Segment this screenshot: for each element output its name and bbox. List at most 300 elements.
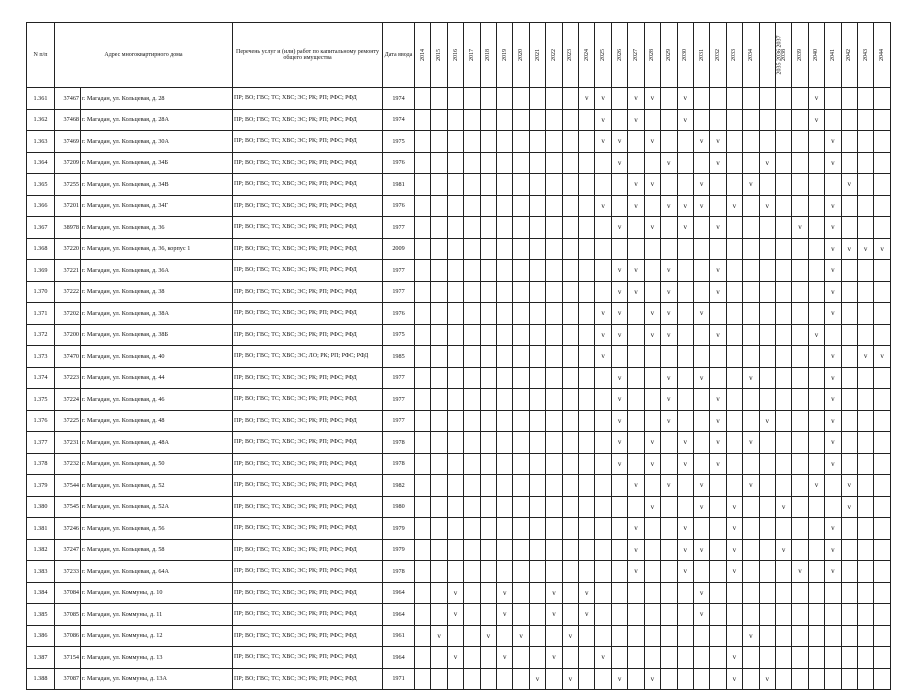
- commission-year: 1979: [383, 539, 415, 561]
- schedule-cell: [693, 518, 709, 540]
- schedule-cell: [546, 561, 562, 583]
- header-year-label: 2032: [715, 49, 722, 61]
- works-list: ПР; ВО; ГВС; ТС; ХВС; ЭС; РК; РП; РФС; РФД: [233, 152, 383, 174]
- schedule-cell: [611, 109, 627, 131]
- schedule-cell: [579, 647, 595, 669]
- schedule-mark: v: [579, 582, 595, 604]
- schedule-cell: [759, 475, 775, 497]
- schedule-cell: [857, 217, 873, 239]
- schedule-cell: [529, 539, 545, 561]
- schedule-mark: v: [693, 131, 709, 153]
- schedule-mark: v: [693, 195, 709, 217]
- schedule-mark: v: [808, 324, 824, 346]
- works-list: ПР; ВО; ГВС; ТС; ХВС; ЭС; ЛО; РК; РП; РФС; РФД: [233, 346, 383, 368]
- header-year-11: [595, 23, 611, 88]
- house-id: 37086: [55, 625, 81, 647]
- schedule-mark: v: [513, 625, 529, 647]
- schedule-cell: [825, 174, 841, 196]
- schedule-cell: [546, 88, 562, 110]
- schedule-mark: v: [644, 668, 660, 690]
- schedule-cell: [513, 346, 529, 368]
- schedule-cell: [529, 260, 545, 282]
- house-address: г. Магадан, ул. Коммуны, д. 10: [81, 582, 233, 604]
- table-row: [27, 453, 891, 475]
- schedule-cell: [775, 453, 791, 475]
- house-address: г. Магадан, ул. Кольцевая, д. 38Б: [81, 324, 233, 346]
- schedule-cell: [415, 217, 431, 239]
- schedule-mark: v: [726, 647, 742, 669]
- schedule-cell: [415, 518, 431, 540]
- schedule-cell: [743, 453, 759, 475]
- works-list: ПР; ВО; ГВС; ТС; ХВС; ЭС; РК; РП; РФС; РФД: [233, 217, 383, 239]
- schedule-cell: [464, 346, 480, 368]
- schedule-cell: [480, 453, 496, 475]
- schedule-cell: [644, 346, 660, 368]
- schedule-cell: [841, 195, 857, 217]
- works-list: ПР; ВО; ГВС; ТС; ХВС; ЭС; РК; РП; РФС; РФД: [233, 647, 383, 669]
- schedule-cell: [415, 346, 431, 368]
- schedule-cell: [726, 453, 742, 475]
- row-number: 1.374: [27, 367, 55, 389]
- schedule-mark: v: [644, 131, 660, 153]
- schedule-cell: [562, 346, 578, 368]
- schedule-mark: v: [611, 668, 627, 690]
- table-row: [27, 174, 891, 196]
- schedule-cell: [579, 367, 595, 389]
- schedule-cell: [775, 625, 791, 647]
- house-id: 37209: [55, 152, 81, 174]
- schedule-cell: [415, 389, 431, 411]
- schedule-cell: [497, 539, 513, 561]
- schedule-cell: [529, 582, 545, 604]
- repair-schedule-table: [26, 22, 891, 690]
- schedule-cell: [431, 109, 447, 131]
- schedule-mark: v: [595, 346, 611, 368]
- schedule-cell: [743, 303, 759, 325]
- schedule-cell: [497, 109, 513, 131]
- schedule-cell: [464, 88, 480, 110]
- schedule-cell: [562, 453, 578, 475]
- row-number: 1.375: [27, 389, 55, 411]
- schedule-cell: [792, 238, 808, 260]
- schedule-cell: [677, 625, 693, 647]
- schedule-cell: [415, 195, 431, 217]
- schedule-cell: [874, 668, 890, 690]
- schedule-cell: [808, 389, 824, 411]
- schedule-cell: [857, 152, 873, 174]
- schedule-mark: v: [677, 88, 693, 110]
- schedule-cell: [775, 195, 791, 217]
- schedule-cell: [611, 346, 627, 368]
- schedule-cell: [497, 260, 513, 282]
- house-address: г. Магадан, ул. Коммуны, д. 12: [81, 625, 233, 647]
- schedule-cell: [661, 453, 677, 475]
- table-row: [27, 410, 891, 432]
- house-id: 37220: [55, 238, 81, 260]
- row-number: 1.369: [27, 260, 55, 282]
- schedule-cell: [644, 109, 660, 131]
- commission-year: 1977: [383, 410, 415, 432]
- schedule-cell: [759, 496, 775, 518]
- row-number: 1.366: [27, 195, 55, 217]
- schedule-cell: [857, 389, 873, 411]
- schedule-cell: [546, 217, 562, 239]
- schedule-cell: [513, 195, 529, 217]
- schedule-mark: v: [611, 389, 627, 411]
- schedule-cell: [595, 281, 611, 303]
- schedule-cell: [743, 410, 759, 432]
- schedule-cell: [579, 453, 595, 475]
- schedule-mark: v: [611, 152, 627, 174]
- schedule-cell: [611, 174, 627, 196]
- house-id: 37470: [55, 346, 81, 368]
- schedule-cell: [825, 475, 841, 497]
- schedule-cell: [513, 238, 529, 260]
- schedule-cell: [759, 539, 775, 561]
- schedule-cell: [874, 217, 890, 239]
- schedule-mark: v: [743, 367, 759, 389]
- header-year-label: 2017: [468, 49, 475, 61]
- schedule-cell: [513, 389, 529, 411]
- schedule-cell: [792, 367, 808, 389]
- schedule-cell: [480, 539, 496, 561]
- schedule-mark: v: [743, 432, 759, 454]
- schedule-cell: [480, 238, 496, 260]
- schedule-cell: [661, 346, 677, 368]
- commission-year: 1978: [383, 432, 415, 454]
- schedule-cell: [759, 109, 775, 131]
- schedule-cell: [529, 346, 545, 368]
- schedule-cell: [611, 496, 627, 518]
- header-address: Адрес многоквартирного дома: [55, 23, 233, 88]
- schedule-cell: [874, 303, 890, 325]
- schedule-cell: [431, 367, 447, 389]
- house-address: г. Магадан, ул. Кольцевая, д. 52: [81, 475, 233, 497]
- schedule-cell: [546, 238, 562, 260]
- header-year-7: [529, 23, 545, 88]
- schedule-cell: [529, 367, 545, 389]
- schedule-cell: [546, 174, 562, 196]
- schedule-cell: [743, 389, 759, 411]
- schedule-cell: [661, 174, 677, 196]
- table-row: [27, 217, 891, 239]
- header-year-label: 2042: [846, 49, 853, 61]
- schedule-cell: [415, 453, 431, 475]
- schedule-cell: [611, 238, 627, 260]
- schedule-cell: [792, 518, 808, 540]
- schedule-cell: [480, 604, 496, 626]
- schedule-cell: [710, 174, 726, 196]
- house-address: г. Магадан, ул. Кольцевая, д. 44: [81, 367, 233, 389]
- schedule-mark: v: [644, 324, 660, 346]
- schedule-cell: [644, 281, 660, 303]
- schedule-cell: [710, 195, 726, 217]
- schedule-cell: [841, 131, 857, 153]
- header-commission-year: Дата ввода: [383, 23, 415, 88]
- house-id: 37467: [55, 88, 81, 110]
- header-year-label: 2040: [813, 49, 820, 61]
- schedule-mark: v: [693, 496, 709, 518]
- schedule-cell: [579, 389, 595, 411]
- schedule-cell: [447, 109, 463, 131]
- schedule-cell: [792, 410, 808, 432]
- schedule-cell: [661, 625, 677, 647]
- schedule-mark: v: [825, 217, 841, 239]
- schedule-mark: v: [693, 367, 709, 389]
- header-year-18: [710, 23, 726, 88]
- schedule-cell: [841, 260, 857, 282]
- table-row: [27, 88, 891, 110]
- schedule-cell: [529, 561, 545, 583]
- schedule-cell: [726, 303, 742, 325]
- schedule-cell: [841, 668, 857, 690]
- table-row: [27, 389, 891, 411]
- schedule-mark: v: [595, 88, 611, 110]
- schedule-mark: v: [825, 539, 841, 561]
- header-year-label: 2022: [550, 49, 557, 61]
- table-row: [27, 582, 891, 604]
- schedule-cell: [792, 496, 808, 518]
- schedule-mark: v: [529, 668, 545, 690]
- schedule-cell: [857, 260, 873, 282]
- schedule-cell: [480, 389, 496, 411]
- row-number: 1.362: [27, 109, 55, 131]
- schedule-cell: [579, 518, 595, 540]
- schedule-cell: [529, 389, 545, 411]
- schedule-cell: [775, 432, 791, 454]
- schedule-cell: [628, 131, 644, 153]
- header-year-17: [693, 23, 709, 88]
- schedule-cell: [644, 647, 660, 669]
- schedule-cell: [857, 303, 873, 325]
- schedule-mark: v: [825, 453, 841, 475]
- schedule-cell: [464, 303, 480, 325]
- schedule-cell: [644, 195, 660, 217]
- schedule-cell: [710, 625, 726, 647]
- schedule-cell: [611, 195, 627, 217]
- schedule-cell: [497, 174, 513, 196]
- table-row: [27, 647, 891, 669]
- schedule-cell: [562, 152, 578, 174]
- schedule-mark: v: [710, 217, 726, 239]
- house-address: г. Магадан, ул. Кольцевая, д. 48: [81, 410, 233, 432]
- header-year-label: 2033: [731, 49, 738, 61]
- schedule-cell: [513, 410, 529, 432]
- schedule-cell: [431, 238, 447, 260]
- schedule-cell: [726, 281, 742, 303]
- header-year-label: 2025: [600, 49, 607, 61]
- schedule-cell: [415, 539, 431, 561]
- row-number: 1.378: [27, 453, 55, 475]
- schedule-cell: [513, 432, 529, 454]
- row-number: 1.386: [27, 625, 55, 647]
- works-list: ПР; ВО; ГВС; ТС; ХВС; ЭС; РК; РП; РФС; РФД: [233, 496, 383, 518]
- schedule-cell: [693, 432, 709, 454]
- schedule-cell: [775, 410, 791, 432]
- house-id: 37544: [55, 475, 81, 497]
- schedule-cell: [546, 539, 562, 561]
- works-list: ПР; ВО; ГВС; ТС; ХВС; ЭС; РК; РП; РФС; РФД: [233, 367, 383, 389]
- schedule-mark: v: [595, 303, 611, 325]
- commission-year: 1974: [383, 109, 415, 131]
- schedule-cell: [579, 475, 595, 497]
- schedule-cell: [529, 238, 545, 260]
- schedule-cell: [775, 561, 791, 583]
- header-year-10: [579, 23, 595, 88]
- schedule-mark: v: [595, 647, 611, 669]
- house-id: 37202: [55, 303, 81, 325]
- schedule-mark: v: [447, 604, 463, 626]
- schedule-cell: [497, 475, 513, 497]
- schedule-cell: [775, 238, 791, 260]
- schedule-cell: [497, 518, 513, 540]
- schedule-cell: [546, 453, 562, 475]
- schedule-cell: [743, 668, 759, 690]
- schedule-mark: v: [693, 539, 709, 561]
- schedule-cell: [415, 303, 431, 325]
- schedule-cell: [529, 475, 545, 497]
- schedule-cell: [726, 410, 742, 432]
- table-row: [27, 346, 891, 368]
- header-year-label: 2015: [436, 49, 443, 61]
- house-id: 37087: [55, 668, 81, 690]
- schedule-cell: [464, 582, 480, 604]
- schedule-cell: [464, 152, 480, 174]
- table-row: [27, 260, 891, 282]
- schedule-cell: [497, 88, 513, 110]
- commission-year: 1971: [383, 668, 415, 690]
- schedule-mark: v: [628, 88, 644, 110]
- schedule-cell: [874, 475, 890, 497]
- schedule-cell: [775, 303, 791, 325]
- schedule-mark: v: [825, 131, 841, 153]
- schedule-cell: [857, 131, 873, 153]
- schedule-cell: [480, 217, 496, 239]
- schedule-cell: [775, 518, 791, 540]
- schedule-cell: [497, 367, 513, 389]
- schedule-cell: [579, 238, 595, 260]
- schedule-cell: [677, 152, 693, 174]
- table-row: [27, 238, 891, 260]
- schedule-cell: [431, 561, 447, 583]
- schedule-cell: [546, 260, 562, 282]
- schedule-cell: [644, 625, 660, 647]
- schedule-cell: [841, 518, 857, 540]
- schedule-cell: [513, 668, 529, 690]
- schedule-cell: [431, 217, 447, 239]
- header-year-label: 2029: [665, 49, 672, 61]
- header-year-26: [841, 23, 857, 88]
- schedule-mark: v: [710, 324, 726, 346]
- schedule-cell: [611, 561, 627, 583]
- schedule-cell: [611, 604, 627, 626]
- table-row: [27, 109, 891, 131]
- schedule-cell: [415, 238, 431, 260]
- schedule-cell: [497, 303, 513, 325]
- schedule-cell: [415, 152, 431, 174]
- schedule-cell: [775, 174, 791, 196]
- house-address: г. Магадан, ул. Кольцевая, д. 30А: [81, 131, 233, 153]
- schedule-cell: [792, 668, 808, 690]
- schedule-cell: [808, 453, 824, 475]
- schedule-cell: [644, 410, 660, 432]
- schedule-cell: [579, 324, 595, 346]
- schedule-cell: [792, 475, 808, 497]
- schedule-cell: [792, 346, 808, 368]
- schedule-cell: [562, 109, 578, 131]
- schedule-cell: [628, 410, 644, 432]
- schedule-cell: [726, 346, 742, 368]
- house-id: 37468: [55, 109, 81, 131]
- schedule-mark: v: [825, 389, 841, 411]
- schedule-cell: [825, 496, 841, 518]
- schedule-cell: [628, 367, 644, 389]
- schedule-cell: [431, 475, 447, 497]
- schedule-cell: [710, 668, 726, 690]
- schedule-cell: [710, 582, 726, 604]
- schedule-cell: [562, 195, 578, 217]
- schedule-cell: [529, 174, 545, 196]
- schedule-cell: [415, 475, 431, 497]
- schedule-cell: [480, 303, 496, 325]
- schedule-cell: [447, 131, 463, 153]
- header-year-12: [611, 23, 627, 88]
- schedule-mark: v: [644, 303, 660, 325]
- schedule-cell: [874, 625, 890, 647]
- schedule-cell: [710, 475, 726, 497]
- schedule-cell: [874, 324, 890, 346]
- schedule-cell: [595, 260, 611, 282]
- schedule-cell: [792, 453, 808, 475]
- schedule-cell: [464, 260, 480, 282]
- capital-repair-schedule-sheet: [26, 22, 890, 690]
- schedule-cell: [464, 131, 480, 153]
- schedule-cell: [857, 195, 873, 217]
- schedule-cell: [628, 389, 644, 411]
- schedule-cell: [644, 238, 660, 260]
- schedule-cell: [415, 109, 431, 131]
- schedule-cell: [857, 475, 873, 497]
- schedule-cell: [792, 152, 808, 174]
- schedule-cell: [431, 195, 447, 217]
- schedule-cell: [808, 582, 824, 604]
- schedule-cell: [759, 432, 775, 454]
- schedule-cell: [825, 324, 841, 346]
- schedule-cell: [464, 625, 480, 647]
- schedule-cell: [792, 389, 808, 411]
- schedule-cell: [792, 539, 808, 561]
- schedule-mark: v: [579, 604, 595, 626]
- schedule-cell: [874, 582, 890, 604]
- schedule-mark: v: [825, 561, 841, 583]
- schedule-cell: [759, 217, 775, 239]
- schedule-mark: v: [726, 668, 742, 690]
- schedule-mark: v: [825, 432, 841, 454]
- schedule-cell: [415, 410, 431, 432]
- schedule-mark: v: [677, 518, 693, 540]
- schedule-cell: [529, 604, 545, 626]
- header-year-label: 2024: [583, 49, 590, 61]
- schedule-cell: [595, 174, 611, 196]
- schedule-cell: [808, 647, 824, 669]
- schedule-mark: v: [611, 324, 627, 346]
- schedule-cell: [513, 217, 529, 239]
- schedule-mark: v: [841, 475, 857, 497]
- schedule-cell: [464, 453, 480, 475]
- house-address: г. Магадан, ул. Кольцевая, д. 36А: [81, 260, 233, 282]
- header-year-label: 2018: [485, 49, 492, 61]
- table-row: [27, 604, 891, 626]
